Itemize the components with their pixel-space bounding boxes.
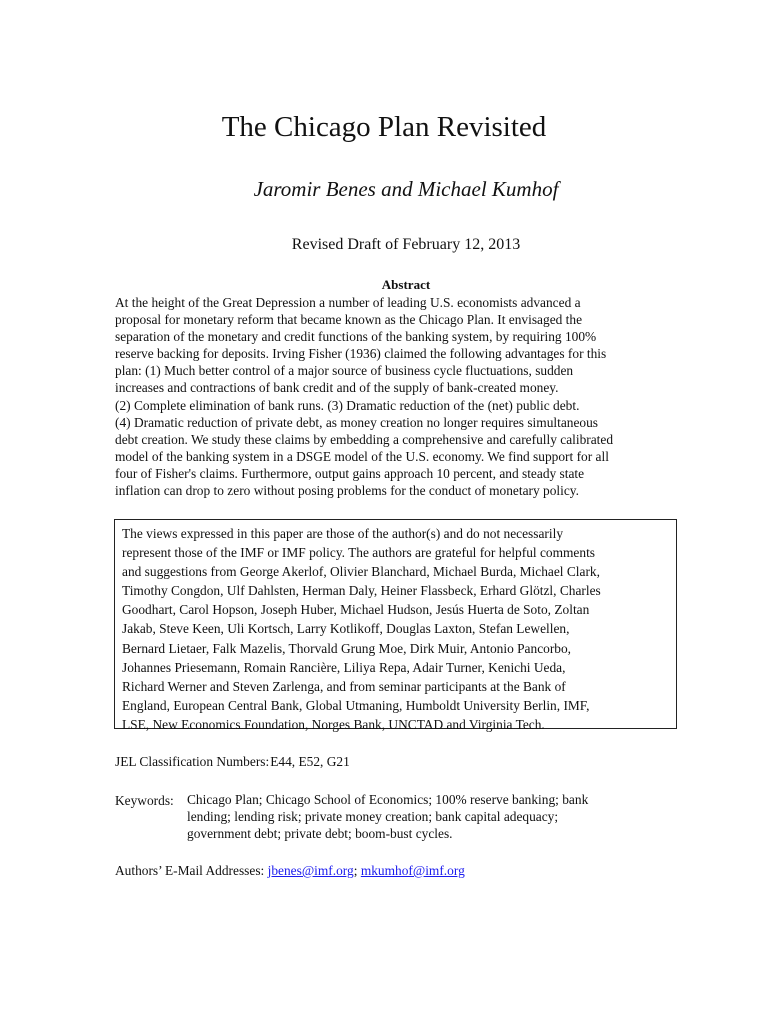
jel-value: E44, E52, G21 <box>270 754 350 769</box>
jel-classification <box>115 753 350 770</box>
abstract-line: four of Fisher's claims. Furthermore, output gains approach 10 percent, and steady state <box>115 465 585 481</box>
disclaimer-line: and suggestions from George Akerlof, Olivier Blanchard, Michael Burda, Michael Clark, <box>122 564 600 580</box>
abstract-line: (2) Complete elimination of bank runs. (3) Dramatic reduction of the (net) public debt. <box>115 397 580 413</box>
keywords-list <box>187 791 667 842</box>
abstract-line: reserve backing for deposits. Irving Fisher (1936) claimed the following advantages for this <box>115 346 607 362</box>
disclaimer-line: Johannes Priesemann, Romain Rancière, Liliya Repa, Adair Turner, Kenichi Ueda, <box>122 659 566 675</box>
draft-date: Revised Draft of February 12, 2013 <box>291 236 521 253</box>
keywords-line: government debt; private debt; boom-bust cycles. <box>187 826 453 841</box>
disclaimer-line: Bernard Lietaer, Falk Mazelis, Thorvald Grung Moe, Dirk Muir, Antonio Pancorbo, <box>122 640 572 656</box>
abstract-line: increases and contractions of bank credit and of the supply of bank-created money. <box>115 380 559 396</box>
disclaimer-line: LSE, New Economics Foundation, Norges Bank, UNCTAD and Virginia Tech. <box>122 716 545 732</box>
disclaimer-line: Goodhart, Carol Hopson, Joseph Huber, Michael Hudson, Jesús Huerta de Soto, Zoltan <box>122 602 590 618</box>
abstract-line: At the height of the Great Depression a number of leading U.S. economists advanced a <box>115 295 581 310</box>
abstract-line: model of the banking system in a DSGE model of the U.S. economy. We find support for all <box>115 448 609 464</box>
keywords-label: Keywords: <box>115 793 174 808</box>
disclaimer-line: Timothy Congdon, Ulf Dahlsten, Herman Daly, Heiner Flassbeck, Erhard Glötzl, Charles <box>122 583 601 599</box>
disclaimer-line: Jakab, Steve Keen, Uli Kortsch, Larry Kotlikoff, Douglas Laxton, Stefan Lewellen, <box>122 621 570 637</box>
author-emails <box>115 862 465 879</box>
abstract-line: debt creation. We study these claims by embedding a comprehensive and carefully calibrated <box>115 431 614 447</box>
emails-label: Authors’ E-Mail Addresses: <box>115 863 265 878</box>
jel-label: JEL Classification Numbers: <box>115 754 270 769</box>
disclaimer-line: England, European Central Bank, Global Utmaning, Humboldt University Berlin, IMF, <box>122 697 590 713</box>
email-link-benes[interactable]: jbenes@imf.org <box>267 863 354 878</box>
disclaimer-line: The views expressed in this paper are those of the author(s) and do not necessarily <box>122 526 564 541</box>
keywords-line: Chicago Plan; Chicago School of Economics; 100% reserve banking; bank <box>187 792 589 807</box>
disclaimer-line: Richard Werner and Steven Zarlenga, and from seminar participants at the Bank of <box>122 678 566 694</box>
abstract-line: proposal for monetary reform that became known as the Chicago Plan. It envisaged the <box>115 312 583 328</box>
disclaimer-line: represent those of the IMF or IMF policy. The authors are grateful for helpful comments <box>122 545 596 561</box>
abstract-body <box>115 294 685 499</box>
abstract-line: (4) Dramatic reduction of private debt, as money creation no longer requires simultaneous <box>115 414 599 430</box>
disclaimer-box <box>114 519 677 732</box>
email-separator: ; <box>353 863 358 878</box>
abstract-line: separation of the monetary and credit functions of the banking system, by requiring 100% <box>115 329 597 345</box>
abstract-heading: Abstract <box>381 277 431 292</box>
paper-authors: Jaromir Benes and Michael Kumhof <box>253 177 559 201</box>
abstract-line: plan: (1) Much better control of a major source of business cycle fluctuations, sudden <box>115 363 574 379</box>
abstract-line: inflation can drop to zero without posing problems for the conduct of monetary policy. <box>115 483 579 499</box>
email-link-kumhof[interactable]: mkumhof@imf.org <box>360 863 465 878</box>
keywords-line: lending; lending risk; private money creation; bank capital adequacy; <box>187 809 559 824</box>
paper-title: The Chicago Plan Revisited <box>221 111 547 143</box>
